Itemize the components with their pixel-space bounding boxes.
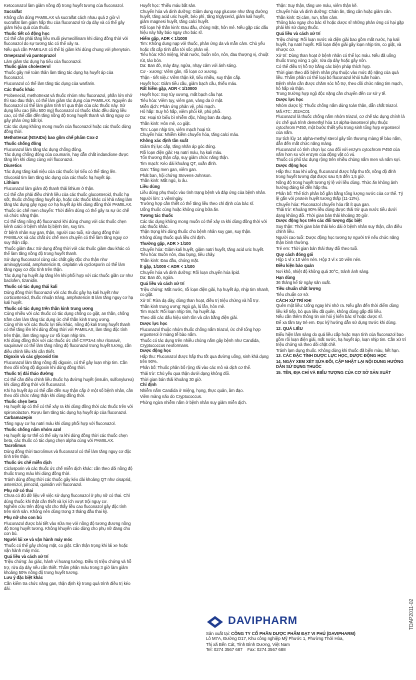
section-heading: CÁCH XỬ TRÍ KHI [276, 297, 312, 303]
section-heading: Thường gặp, ADR > 1/100 [140, 240, 191, 246]
section-heading: Thuốc trị đái tháo đường [4, 371, 54, 377]
paragraph: Thần kinh: Đau đầu, chóng mặt. [140, 258, 199, 264]
document-code: TDAP2011-02 [409, 598, 415, 630]
section-heading: Tacrolimus [4, 443, 26, 449]
paragraph: Trẻ em: Thời gian bán thải thay đổi theo tuổi. [276, 245, 359, 251]
section-heading: Omeprazol và pantoprazol [4, 52, 56, 58]
section-heading: Dược động học [276, 163, 308, 169]
section-heading: Không xác định tần suất [140, 138, 189, 144]
manufacturer-name: CÔNG TY CỔ PHẦN DƯỢC PHẨM ĐẠT VI PHÚ (DAVIPHARM) [231, 631, 356, 636]
paragraph: Các tác dụng không mong muốn của fluconazol hoặc các thuốc dùng đồng thời. [4, 124, 131, 135]
section-heading: Tiêu chuẩn chất lượng [276, 286, 321, 292]
paragraph: Chuyển hóa và dinh dưỡng: Giảm dung nạp glucose như tăng đường huyết, tăng acid uric huyết, béo phì, tăng triglycerid, giảm kali huyết, giảm magnesi huyết, tăng calci huyết. [140, 8, 268, 25]
paragraph: Glucosid tim làm tăng tác dụng của các thuốc hạ huyết áp. [4, 174, 112, 180]
paragraph: Thải trừ: Chủ yếu qua thận dưới dạng không đổi. [140, 370, 230, 376]
paragraph: Thông báo ngay cho bác sĩ hoặc dược sĩ những phản ứng có hại gặp phải khi sử dụng thuốc. [276, 20, 404, 31]
paragraph: Nơi khô, nhiệt độ không quá 30°C, tránh ánh sáng. [276, 268, 370, 274]
paragraph: Nhiễm nấm Candida ở miệng, họng, thực quản, âm đạo. [140, 388, 244, 394]
section-heading: Phụ nữ có thai [4, 487, 33, 493]
paragraph: Triệu chứng: Rối loạn nước và điện giải bao gồm mất nước, hạ kali huyết, hạ natri huyết. Rối loạn điện giải gây loạn nhịp tim, co giật, và nhược cơ. [276, 36, 402, 53]
paragraph: Có thể điều trị hỗ trợ bằng các biện pháp thích hợp. [276, 63, 371, 69]
paragraph: Tim: Không dung nạp với thuốc, phản ứng da và mẫn cảm. Chủ yếu hoặc rất cấp tính dẫn tới sốc phản vệ. [140, 41, 265, 52]
section-heading: Thuốc chống đông [4, 140, 42, 146]
paragraph: Khi hạ huyết áp có thể dẫn đến suy thận cấp ở một số bệnh nhân, cần theo dõi chức năng thận khi dùng đồng thời. [4, 387, 134, 398]
section-heading: Diuretics [4, 163, 22, 169]
paragraph: Có thể cần phải điều chỉnh liều của các thuốc glucosteroid, thuốc hạ sốt, thuốc chống tăng huyết áp, hoặc các thuốc khác có khả năng làm tăng tác dụng gây nguy cơ hạ huyết áp khi dùng đồng thời PAMIILAX. [4, 191, 133, 208]
paragraph: Dùng đồng thời fluconazol với các thuốc gây hạ kali huyết như corticosteroid, thuốc nhuận tràng, amphotericin B làm tăng nguy cơ hạ kali huyết. [4, 289, 134, 305]
paragraph: Tác dụng hạ huyết áp tăng lên khi phối hợp với các thuốc giãn cơ như baclofen, tizanidin. [4, 272, 134, 284]
paragraph: Thải trừ: Khoảng 80% liều dùng được thải trừ qua nước tiểu dưới dạng không đổi. Thời gian bán thải khoảng 30 giờ. [276, 207, 397, 218]
section-heading: Hạn dùng [276, 274, 296, 280]
paragraph: Dùng đồng thời tacrolimus và fluconazol có thể làm tăng nguy cơ độc tính trên thận. [4, 449, 132, 460]
section-heading: Lithium [4, 180, 19, 186]
paragraph: Biểu hiện lâm sàng do quá liều cấp hoặc mạn tính của fluconazol bao gồm rối loạn điện giải, mất nước, hạ huyết áp, loạn nhịp tim. Cần xử trí triệu chứng và theo dõi chặt chẽ. [276, 331, 406, 347]
paragraph: Nhóm dược lý: Thuốc chống nấm dùng toàn thân, dẫn chất triazol. [276, 102, 398, 108]
paragraph: Triệu chứng: ảo giác, hành vi hoang tưởng. Điều trị triệu chứng và hỗ trợ, rửa dạ dày nếu cần thiết. Thẩm phân máu trong 3 giờ làm giảm khoảng 50% nồng độ trong huyết tương. [4, 559, 132, 575]
paragraph: Da: Hoại tử biểu bì nhiễm độc, hồng ban đa dạng. [140, 115, 232, 121]
section-heading: Thuốc có tác dụng trên thần kinh trung ương [4, 305, 94, 311]
paragraph: Fluconazol thuộc nhóm thuốc chống nấm triazol, ức chế tổng hợp ergosterol ở màng tế bào nấm. [140, 326, 261, 337]
paragraph: Fluconazol làm tăng nồng độ digoxin, có thể gây loạn nhịp tim. Cần theo dõi nồng độ digoxin khi dùng đồng thời. [4, 360, 128, 371]
paragraph: Huyết học: Thiếu máu bất sản. [140, 3, 197, 8]
paragraph: Tim: Loạn nhịp tim, viêm mạch hoại tử. [140, 126, 212, 132]
section-heading: Điều kiện bảo quản [276, 263, 314, 269]
paragraph: Chuyển hóa: Fluconazol chuyển hóa rất ít qua gan. [276, 201, 370, 207]
footer [4, 615, 406, 653]
paragraph: Nếu quá cần PAMIILAX có thể bị giảm khi dùng chung với phenytoin. [4, 47, 131, 53]
middle-column [140, 3, 270, 613]
paragraph: Phát ban, hội chứng Stevens-Johnson. [140, 172, 212, 178]
paragraph: Theo dõi các dấu hiệu sinh tồn và cân bằng điện giải. [140, 315, 238, 321]
paragraph: Có thể tăng nồng độ fluconazol khi dùng chung với các thuốc chẹn kênh calci ở bệnh nhân bị bệnh tim, suy tim. [4, 218, 127, 230]
paragraph: Triệu chứng: Mất nước, rối loạn điện giải, hạ huyết áp, nhịp tim nhanh, co giật. [140, 286, 270, 298]
paragraph: Quên một liều: Uống ngay khi nhớ ra. Nếu gần đến thời điểm dùng liều kế tiếp, bỏ qua liều đã quên, không dùng gấp đôi liều. [276, 303, 399, 314]
paragraph: Viêm màng não do Cryptococcus. [140, 393, 203, 399]
paragraph: Chuyển hóa và dinh dưỡng: Rối loạn chuyển hóa lipid. [140, 269, 241, 275]
paragraph: Nếu cần thêm thông tin xin hỏi ý kiến bác sĩ hoặc dược sĩ. [276, 314, 383, 320]
paragraph: Thuốc có thể gây chóng mặt, co giật. Cần thận trọng khi lái xe hoặc vận hành máy móc. [4, 542, 128, 553]
paragraph: Suy thận: Thời gian bán thải kéo dài ở bệnh nhân suy thận, cần điều chỉnh liều. [276, 224, 402, 235]
address-line-2: Thị xã Bến Cát, Tỉnh Bình Dương, Việt Nam [206, 641, 290, 647]
paragraph: Bệnh nhân cần được chăm sóc hỗ trợ, theo dõi chức năng tim mạch, hô hấp và thận. [276, 80, 403, 91]
paragraph: Thuốc gây mê toàn thân làm tăng tác dụng hạ huyết áp của fluconazol. [4, 70, 114, 81]
paragraph: Hô hấp: Suy hô hấp, viêm phổi kẽ, phù phổi. [140, 109, 222, 115]
section-heading: Sucralfat [4, 8, 22, 14]
section-heading: 14. NGÀY XEM XÉT SỬA ĐỔI, CẬP NHẬT LẠI NỘI DUNG HƯỚNG DẪN SỬ DỤNG THUỐC [276, 359, 404, 370]
section-heading: Các thuốc khác [4, 86, 35, 92]
paragraph: Fluconazol làm giảm độ thanh thải lithium ở thận. [4, 186, 95, 192]
text-columns [4, 3, 406, 613]
paragraph: Chuyển hóa: Giảm kali huyết, giảm natri huyết, tăng acid uric huyết. [140, 246, 265, 252]
paragraph: Fluconazol có tính chọn lọc cao đối với enzym cytochrom P450 của nấm hơn so với enzym của động vật có vú. [276, 146, 400, 157]
section-heading: Carbamazepin [4, 415, 33, 421]
paragraph: Tổn thương thận cấp, suy giảm chức năng thận. [140, 155, 229, 161]
section-heading: Dược lực học [276, 97, 304, 103]
paragraph: Gan: Tăng men gan, viêm gan. [140, 166, 198, 172]
paragraph: Thận - tiết niệu: Viêm thận kẽ, tiểu nhiều, suy thận cấp. [140, 74, 242, 80]
paragraph: Thần kinh trung ương: Ngủ gà, lú lẫn, hôn mê. [140, 303, 226, 309]
manufacturer-prefix: Sản xuất tại: [206, 631, 230, 636]
paragraph: Xử trí: Rửa dạ dày, dùng than hoạt, điều trị triệu chứng và hỗ trợ. [140, 297, 260, 303]
davipharm-logo-icon [206, 615, 224, 629]
section-heading: Lưu ý đặc biệt khác [4, 575, 43, 581]
section-heading: Digoxin và các glycosid tim [4, 354, 59, 360]
paragraph: Thận trọng khi dùng thuốc cho bệnh nhân suy gan, suy thận. [140, 229, 252, 235]
section-heading: Dược động học [140, 348, 172, 354]
section-heading: Dược động học trên các đối tượng đặc biệt [276, 218, 362, 224]
paragraph: Tác dụng tăng kali niệu của các thuốc lợi tiểu có thể tăng lên. [4, 168, 117, 174]
paragraph: Sự tích lũy 14 alpha-methyl sterol gây tổn thương màng tế bào nấm, dẫn đến mất chức năng màng. [276, 135, 402, 146]
contact-line [206, 647, 406, 652]
paragraph: Cần kiểm tra chức năng gan, thận định kỳ trong quá trình điều trị kéo dài. [4, 581, 131, 592]
section-heading: Quá liều và cách xử trí [140, 281, 185, 287]
paragraph: Thận: Suy thận, tăng ure máu, viêm thận kẽ. [276, 3, 358, 8]
paragraph: Giảm thị lực cấp, tăng nhãn áp góc đóng. [140, 143, 216, 149]
section-heading: Thuốc tiết có động học [4, 30, 50, 36]
paragraph: Hạ huyết áp có thể có thể xảy ra khi dùng đồng thời các thuốc trên với spironolacton. Rượu làm tăng tác dụng hạ huyết áp của fluconazol. [4, 404, 134, 415]
paragraph: Chưa có đủ dữ liệu về việc sử dụng fluconazol ở phụ nữ có thai. Chỉ dùng thuốc khi thật cần thiết và lợi ích vượt trội nguy cơ. [4, 493, 130, 504]
section-heading: Ít gặp, 1/1000 < ADR < 1/100 [140, 263, 195, 269]
paragraph: Hạ huyết áp tư thế có thể xảy ra khi dùng đồng thời các thuốc chẹn beta, các thuốc có tác dụng chẹn alpha cùng với PAMIILAX. [4, 432, 128, 443]
paragraph: Rối loạn điện giải: Hạ natri máu, hạ kali máu. [140, 149, 223, 155]
section-heading: 12. QUÁ LIỀU [276, 325, 303, 331]
section-heading: Quy cách đóng gói [276, 251, 314, 257]
paragraph: Làm giảm tác dụng hạ tiểu của fluconazol. [4, 58, 82, 64]
section-heading: 13. CÁC ĐẶC TÍNH DƯỢC LỰC HỌC, DƯỢC ĐỘNG HỌC [276, 353, 387, 359]
section-heading: Quá liều và cách xử trí [276, 31, 321, 37]
paragraph: Nghiên cứu trên động vật cho thấy liều cao fluconazol gây độc tính trên sinh sản. Không nên dùng trong 3 tháng đầu thai kỳ. [4, 504, 127, 515]
paragraph: Thời gian bán thải khoảng 30 giờ. [140, 376, 203, 382]
section-heading: Thuốc chống nấm nhóm azol [4, 426, 62, 432]
paragraph: Ciclosporin và các thuốc ức chế miễn dịch khác: cần theo dõi nồng độ thuốc trong máu khi dùng đồng thời. [4, 465, 133, 476]
paragraph: Cùng nhìn với các thuốc lợi tiểu khác, nồng độ kali trong huyết thanh có thể tăng lên khi dùng đồng thời với PAMIILAX, làm tăng độc tính trên thận, làm tăng nguy cơ rối loạn nhịp tim. [4, 322, 131, 338]
paragraph: Tránh dùng đồng thời các thuốc gây kéo dài khoảng QT như cisaprid, astemizol, pimozid, quinidin với fluconazol. [4, 476, 132, 487]
paragraph: Miễn dịch: Phản ứng phản vệ, phù mạch. [140, 103, 216, 109]
paragraph: Huyết học: Giảm tiểu cầu, giảm bạch cầu, thiếu máu. [140, 80, 238, 86]
paragraph: Không dùng thuốc quá liều chỉ định. [140, 235, 206, 241]
logo-text: DAVIPHARM [228, 615, 298, 628]
section-heading: Hiếm gặp, ADR < 1/1000 [140, 35, 188, 41]
paragraph: Chuyển hóa: Nhiễm kiềm chuyển hóa, tăng calci máu. [140, 132, 240, 138]
paragraph: Thuốc giảm đau: Sử dụng đồng thời với các thuốc giảm đau khác có thể làm tăng nồng độ trong huyết thanh. [4, 245, 130, 257]
paragraph: Thần kinh: Mất ngủ, lo âu. [140, 178, 188, 184]
paragraph: Có thể cần phải tăng liều muối pivmecillinam khi dùng đồng thời với fluconazol do sự tương tác có thể xảy ra. [4, 36, 129, 47]
paragraph: Ketoconazol làm giảm nồng độ trong huyết tương của fluconazol. [4, 3, 124, 8]
paragraph: Tác dụng chống đông của coumarin, hay dẫn chất indandione được tăng lên khi dùng cùng với fluconazol. [4, 152, 129, 163]
section-heading: Thuốc giảm cholesterol [4, 64, 51, 70]
section-heading: Thuốc chẹn beta [4, 398, 37, 404]
paragraph: Thuốc có tác dụng trên nhiều chủng nấm gây bệnh như Candida, Cryptococcus neoformans. [140, 337, 260, 348]
paragraph: Tránh lạm dụng thuốc. Không dùng khi thuốc đã biến màu, hết hạn. [276, 347, 400, 353]
section-heading: Rất hiếm gặp, ADR < 1/10000 [140, 86, 197, 92]
phone: Tel: 0274 3567 687 [206, 647, 243, 653]
paragraph: Thời gian theo dõi bệnh nhân phụ thuộc vào mức độ nặng của quá liều. Thẩm phân có thể loại bỏ fluconazol khỏi tuần hoàn. [276, 69, 399, 80]
manufacturer-block [206, 615, 406, 653]
right-column [276, 3, 406, 613]
section-heading: Quá liều và cách xử trí [4, 553, 49, 559]
paragraph: Tim mạch: Rối loạn nhịp tim, hạ huyết áp. [140, 309, 217, 315]
paragraph: Phân bố: Thể tích phân bố gần bằng tổng lượng nước của cơ thể. Tỷ lệ gắn với protein huyết tương thấp (11-12%). [276, 190, 404, 201]
logo [206, 615, 406, 629]
paragraph: Hấp thu: Fluconazol được hấp thu tốt qua đường uống, sinh khả dụng trên 90%. [140, 354, 269, 365]
paragraph: Không cần dùng PAMIILAX và sucralfat cách nhau quá 2 giờ vì sucralfat làm giảm hấp thu của fluconazol từ dạ dày và có thể gây giảm hiệu quả của thuốc. [4, 14, 125, 30]
paragraph: Tiêu chuẩn cơ sở. [276, 291, 310, 297]
paragraph: Tăng nguy cơ hạ natri máu khi dùng phối hợp với fluconazol. [4, 421, 116, 426]
paragraph: Uống thuốc cùng hoặc không cùng bữa ăn. [140, 207, 220, 213]
paragraph: Fluconazol là thuốc chống nấm nhóm triazol, cơ chế tác dụng chính là ức chế quá trình demethyl hóa 14 alpha-lanosterol phụ thuộc cytochrom P450, một bước thiết yếu trong sinh tổng hợp ergosterol của nấm. [276, 114, 405, 135]
paragraph: Da: Ban đỏ, ngứa. [140, 275, 174, 281]
paragraph: Cùng nhiều với các thuốc có tác dụng chống co giật, an thần, chống trầm cảm làm tăng tác dụng ức chế thần kinh trung ương. [4, 311, 129, 322]
paragraph: Fluconazol có thể làm tăng tác dụng của warfarin. [4, 81, 96, 87]
section-heading: Thuốc có tác dụng thải kali [4, 283, 58, 289]
paragraph: Liều dùng phụ thuộc vào tình trạng bệnh và đáp ứng của bệnh nhân. [140, 189, 267, 195]
paragraph: Hộp 1 vỉ x 10 viên nén. Hộp 3 vỉ x 10 viên nén. [276, 257, 362, 263]
paragraph: Hấp thu: Sau khi uống, fluconazol được hấp thu tốt, nồng độ đỉnh trong huyết tương đạt được sau 0,5 đến 1,5 giờ. [276, 168, 396, 180]
section-heading: Phụ nữ cho con bú [4, 515, 42, 521]
paragraph: Da: Ban đỏ, mày đay, ngứa, nhạy cảm với ánh sáng. [140, 63, 237, 69]
paragraph: Thần kinh: Dị cảm, run, trầm cảm. [276, 14, 339, 20]
paragraph: Probenecid, methotrexat và thuốc nhóm nhu fluconazol, phần lớn nhớ thì sao đau thận, có thể làm giảm tác dụng của PAMIILAX. Nguyên do fluconazol có thể làm giảm tính trí qua thận của các thuốc này. Sử dụng liều cao (liều 500 mg) fluconazol có thuốc khác đều dùng liều cao, có thể dẫn đến tăng nồng độ trong huyết thanh và tăng nguy cơ gây phản ứng bất lợi. [4, 92, 133, 124]
paragraph: Sử dụng fluconazol cùng các chất gây độc cho thận như aminoglycosid, amphotericin B, cisplatin và cyclosporin có thể làm tăng nguy cơ độc tính trên thận. [4, 256, 126, 273]
address-line: Lô M7A, Đường D17, Khu công nghiệp Mỹ Phước 1, Phường Thới Hòa, [206, 636, 344, 642]
paragraph: Mã ATC: J02AC01 [276, 108, 310, 114]
paragraph: Trong trường hợp ngộ độc nặng cần chuyển đến cơ sở y tế. [276, 91, 387, 97]
paragraph: Phân bố: Thuốc phân bố rộng rãi vào các mô và dịch cơ thể. [140, 365, 252, 371]
paragraph: Thần kinh: Hôn mê, co giật. [140, 120, 191, 126]
paragraph: Thuốc ức chế men chuyển: Thời điểm dùng có thể gây ra sự ức chế và chức năng thận. [4, 208, 130, 219]
paragraph: Phòng ngừa nhiễm nấm ở bệnh nhân suy giảm miễn dịch. [140, 399, 247, 405]
paragraph: Khi dùng đồng thời với các thuốc ức chế CYP3A4 như ritonavir, saquinavir có thể làm tăng nồng độ fluconazol trong huyết tương, cần điều chỉnh liều khi cần thiết. [4, 338, 132, 354]
paragraph: Các tác dụng không mong muốn có thể xảy ra khi dùng đồng thời với các thuốc khác. [140, 218, 267, 229]
paragraph: Để xa tầm tay trẻ em. Đọc kỹ hướng dẫn sử dụng trước khi dùng. [276, 320, 397, 326]
section-heading: Chỉ định [140, 382, 157, 388]
section-heading: Methotrexat (NSAIDs) bao gồm chế phẩm Cox-2 [4, 135, 99, 141]
paragraph: Trường hợp cần thiết có thể tăng liều theo chỉ định của bác sĩ. [140, 201, 255, 207]
paragraph: Tiêu hóa: Buồn nôn, đau bụng, tiêu chảy. [140, 252, 216, 258]
paragraph: Ở bệnh nhân suy gan, thận, người cao tuổi, sử dụng đồng thời PAMIILAX và các chất ức chế men chuyển có thể làm tăng nguy cơ suy thận cấp. [4, 229, 128, 246]
section-heading: 15. TÊN, ĐỊA CHỈ VÀ BIỂU TƯỢNG CỦA CƠ SỞ SẢN XUẤT [276, 370, 391, 376]
paragraph: Tim mạch: Kéo dài khoảng QT, xoắn đỉnh. [140, 161, 217, 167]
paragraph: Rối loạn hệ thần kinh: Đau đầu, chóng mặt, hôn mê. Nếu gặp các dấu hiệu này hãy báo ngay cho bác sĩ. [140, 24, 269, 35]
paragraph: Người lớn: 1 viên/ngày. [140, 195, 184, 201]
section-heading: Người lái xe và vận hành máy móc [4, 537, 73, 542]
paragraph: Chuyển hóa và dinh dưỡng: Chán ăn, tăng cân hoặc giảm cân. [276, 8, 392, 14]
fax: Fax: 0274 3567 688 [247, 647, 286, 653]
section-heading: Thuốc ức chế miễn dịch [4, 460, 52, 466]
section-heading: Tương tác thuốc [140, 212, 174, 218]
paragraph: Fluconazol được bài tiết vào sữa mẹ với nồng độ tương đương nồng độ trong huyết tương. Không khuyến cáo dùng cho phụ nữ đang cho con bú. [4, 520, 131, 537]
paragraph: Tiêu hóa: Khô miệng, khát nước, buồn nôn, nôn, đau thượng vị, chuột rút, táo bón. [140, 52, 269, 63]
paragraph: Xử trí: Dùng than hoạt ở bệnh nhân có thể lọc máu. Nếu đã uống thuốc trong vòng 1 giờ, rửa dạ dày hoặc gây nôn. [276, 52, 396, 64]
paragraph: Huyết học: Suy tủy xương, mất bạch cầu hạt. [140, 92, 224, 98]
paragraph: 36 tháng kể từ ngày sản xuất. [276, 280, 331, 286]
section-heading: Liều dùng [140, 184, 160, 190]
paragraph: Người cao tuổi: Dược động học tương tự người trẻ nếu chức năng thận bình thường. [276, 235, 399, 246]
paragraph: Nồng độ trong huyết tương tỷ lệ với liều dùng. Thức ăn không ảnh hưởng đáng kể đến hấp thu. [276, 179, 398, 191]
paragraph: Thuốc có phổ tác dụng rộng trên nhiều chủng nấm men và nấm sợi. [276, 157, 401, 163]
paragraph: Tiêu hóa: Viêm tụy, viêm gan, vàng da ứ mật. [140, 97, 224, 103]
left-column [4, 3, 134, 613]
paragraph: Có thể cần điều chỉnh liều thuốc hạ đường huyết (insulin, sulfonylurea) khi dùng đồng thời với fluconazol. [4, 376, 134, 387]
paragraph: Fluconazol làm tăng tác dụng chống đông. [4, 146, 83, 152]
section-heading: Dược lực học [140, 320, 168, 326]
paragraph: Cơ - xương: Viêm gân, rối loạn cơ xương. [140, 69, 218, 75]
